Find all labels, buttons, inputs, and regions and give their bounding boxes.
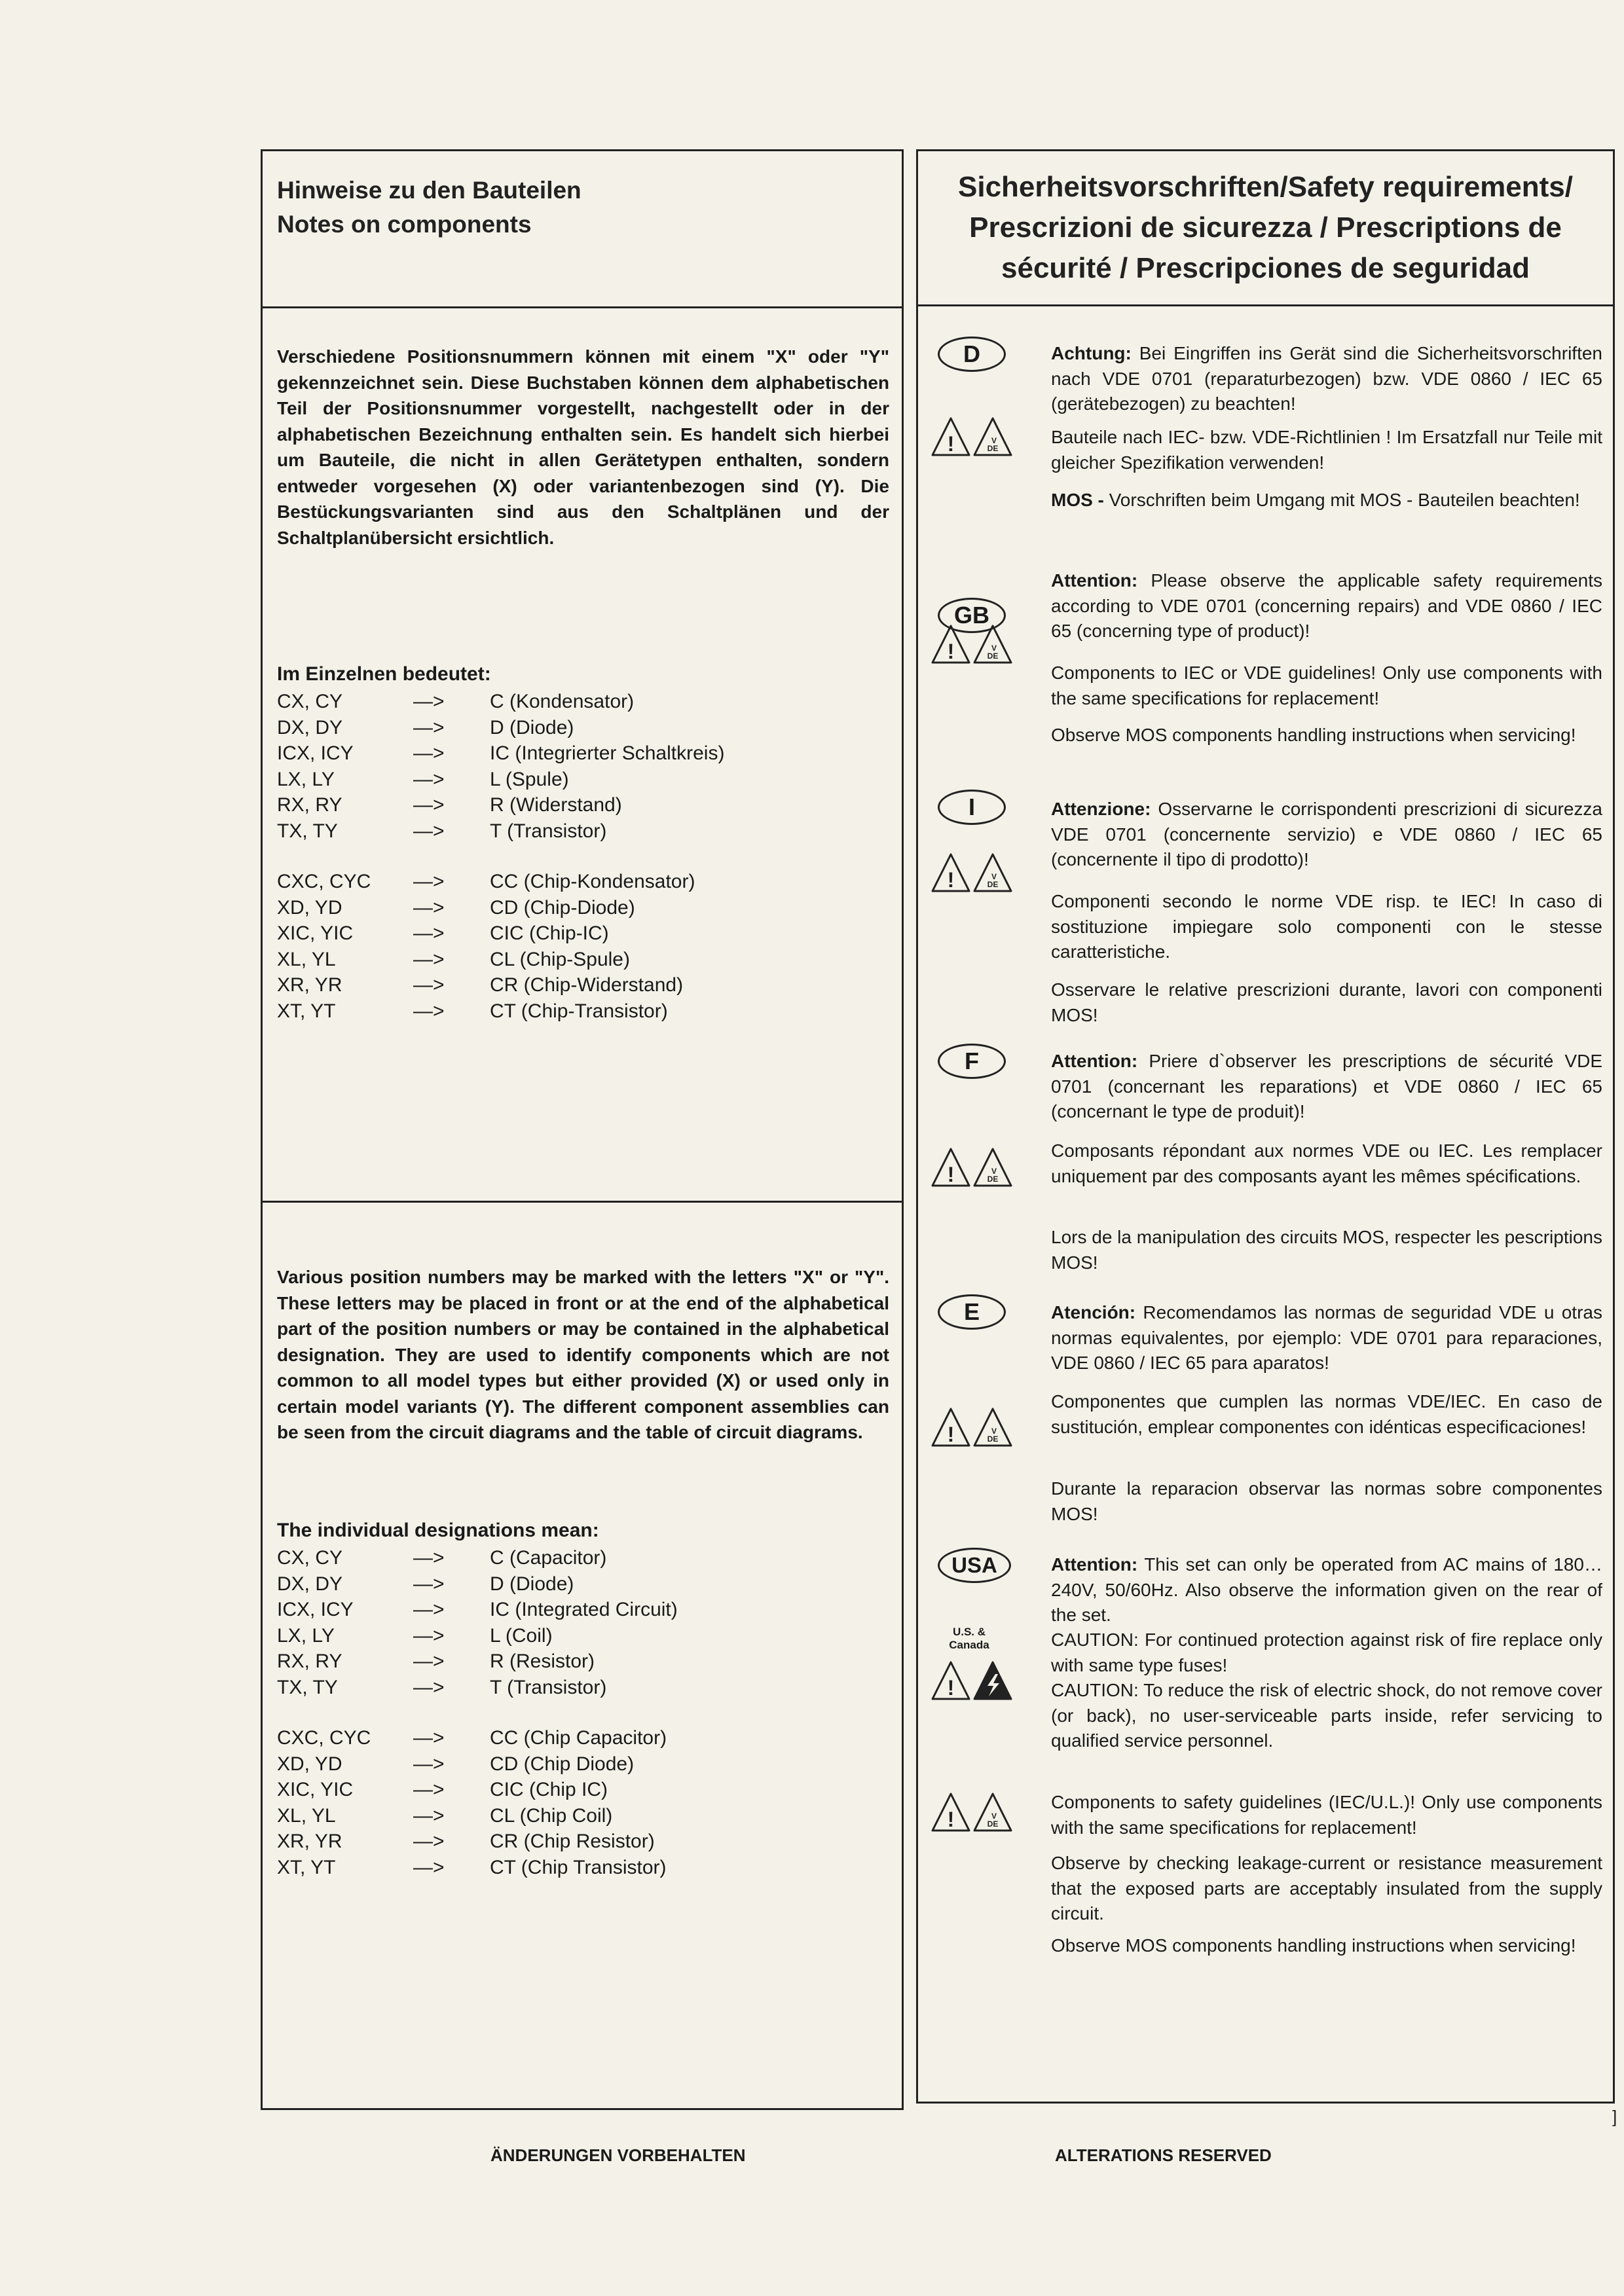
designation-meaning: L (Spule)	[490, 768, 569, 790]
designation-code: TX, TY	[277, 820, 338, 842]
designation-row	[277, 920, 893, 947]
safety-title	[918, 167, 1613, 289]
designation-meaning: T (Transistor)	[490, 1676, 607, 1698]
electric-shock-icon	[974, 1662, 1011, 1699]
designation-arrow: —>	[413, 871, 445, 892]
designation-row	[277, 869, 893, 895]
designation-arrow: —>	[413, 820, 445, 842]
safety-text-f-components: Composants répondant aux normes VDE ou IEC. Les remplacer uniquement par des composants ayant les mêmes spécifications.	[1051, 1140, 1602, 1186]
designation-code: XD, YD	[277, 1753, 342, 1775]
designation-meaning: IC (Integrated Circuit)	[490, 1599, 678, 1620]
safety-text-i-components: Componenti secondo le norme VDE risp. te IEC! In caso di sostituzione impiegare solo componenti con le stesse caratteristiche.	[1051, 891, 1602, 962]
designation-meaning: CC (Chip Capacitor)	[490, 1727, 667, 1749]
en-designation-list	[277, 1545, 893, 1880]
designation-meaning: T (Transistor)	[490, 820, 607, 842]
designation-row	[277, 1571, 893, 1597]
designation-arrow: —>	[413, 1573, 445, 1595]
warning-vde-icons	[930, 852, 1015, 894]
vde-triangle-icon	[974, 1409, 1011, 1446]
safety-text-d-attention: Achtung: Bei Eingriffen ins Gerät sind die Sicherheitsvorschriften nach VDE 0701 (reparaturbezogen) bzw. VDE 0860 / IEC 65 (gerätebezogen) zu beachten!	[1051, 343, 1602, 414]
designation-meaning: CD (Chip-Diode)	[490, 896, 635, 919]
designation-meaning: CIC (Chip-IC)	[490, 922, 609, 944]
divider	[918, 304, 1613, 306]
de-paragraph: Verschiedene Positionsnummern können mit einem "X" oder "Y" gekennzeichnet sein. Diese Buchstaben können dem alphabetischen Teil der Positionsnummer vorgestellt, nachgestellt oder in der alphabetischen Bezeichnung enthalten sein. Es handelt sich hierbei um Bauteile, die nicht in allen Gerätetypen enthalten, sondern entweder vorgesehen (X) oder variantenbezogen sind (Y). Die Bestückungsvarianten sind aus den Schaltplänen und der Schaltplanübersicht ersichtlich.	[277, 346, 889, 548]
designation-row	[277, 1545, 893, 1571]
country-badge-e: E	[938, 1294, 1006, 1330]
svg-text:DE: DE	[987, 880, 999, 889]
designation-meaning: D (Diode)	[490, 1573, 574, 1595]
designation-code: ICX, ICY	[277, 742, 354, 764]
warning-triangle-icon	[932, 1409, 969, 1446]
designation-meaning: CIC (Chip IC)	[490, 1779, 608, 1800]
svg-text:DE: DE	[987, 1175, 999, 1184]
designation-row	[277, 1829, 893, 1855]
designation-code: RX, RY	[277, 794, 342, 816]
designation-row	[277, 1777, 893, 1803]
region-label-line: Canada	[949, 1639, 989, 1651]
svg-text:DE: DE	[987, 1434, 999, 1444]
safety-text-gb-attention: Attention: Please observe the applicable safety requirements according to VDE 0701 (concerning repairs) and VDE 0860 / IEC 65 (concerning type of product)!	[1051, 570, 1602, 641]
designation-arrow: —>	[413, 1804, 445, 1827]
safety-text-f-mos: Lors de la manipulation des circuits MOS, respecter les pescriptions MOS!	[1051, 1227, 1602, 1273]
country-badge-gb: GB	[938, 598, 1006, 633]
designation-arrow: —>	[413, 922, 445, 944]
safety-text-e-mos: Durante la reparacion observar las normas sobre componentes MOS!	[1051, 1478, 1602, 1524]
designation-meaning: CD (Chip Diode)	[490, 1753, 635, 1775]
designation-meaning: L (Coil)	[490, 1624, 553, 1647]
safety-requirements-panel	[916, 149, 1615, 2104]
designation-code: XIC, YIC	[277, 922, 354, 944]
safety-text-usa-attention: Attention: This set can only be operated from AC mains of 180…240V, 50/60Hz. Also observe the information given on the rear of the set.	[1051, 1554, 1602, 1625]
safety-text-usa-mos: Observe MOS components handling instructions when servicing!	[1051, 1935, 1576, 1956]
svg-text:V: V	[991, 872, 997, 881]
designation-code: XT, YT	[277, 1000, 336, 1022]
safety-title-line: sécurité / Prescripciones de seguridad	[1001, 252, 1530, 284]
designation-code: LX, LY	[277, 768, 335, 790]
warning-triangle-icon	[932, 854, 969, 892]
designation-meaning: CT (Chip Transistor)	[490, 1856, 667, 1878]
svg-text:V: V	[991, 1167, 997, 1176]
warning-vde-icons	[930, 1406, 1015, 1448]
designation-arrow: —>	[413, 896, 445, 919]
designation-code: XT, YT	[277, 1856, 336, 1878]
edge-mark: ]	[1612, 2107, 1617, 2126]
designation-arrow: —>	[413, 691, 445, 712]
designation-code: TX, TY	[277, 1676, 338, 1698]
designation-code: DX, DY	[277, 716, 343, 738]
designation-row	[277, 1597, 893, 1623]
designation-row	[277, 740, 893, 767]
title-en: Notes on components	[277, 211, 532, 238]
vde-triangle-icon	[974, 418, 1011, 455]
safety-text-gb-mos: Observe MOS components handling instructions when servicing!	[1051, 725, 1576, 745]
safety-text-usa-leakage: Observe by checking leakage-current or resistance measurement that the exposed parts are acceptably insulated from the supply circuit.	[1051, 1853, 1602, 1923]
designation-arrow: —>	[413, 1727, 445, 1749]
designation-meaning: CC (Chip-Kondensator)	[490, 871, 695, 892]
safety-text-usa-components: Components to safety guidelines (IEC/U.L.)! Only use components with the same specifications for replacement!	[1051, 1792, 1602, 1838]
designation-code: XL, YL	[277, 1804, 336, 1827]
designation-meaning: C (Capacitor)	[490, 1547, 607, 1569]
designation-arrow: —>	[413, 1547, 445, 1569]
designation-code: XIC, YIC	[277, 1779, 354, 1800]
warning-triangle-icon	[932, 418, 969, 456]
country-badge-f: F	[938, 1044, 1006, 1079]
designation-arrow: —>	[413, 794, 445, 816]
safety-text-usa-fire: CAUTION: For continued protection against risk of fire replace only with same type fuses!	[1051, 1630, 1602, 1675]
designation-arrow: —>	[413, 1599, 445, 1620]
svg-text:!: !	[947, 1676, 955, 1700]
warning-triangle-icon	[932, 1662, 969, 1700]
designation-meaning: CR (Chip Resistor)	[490, 1831, 655, 1852]
warning-vde-icons	[930, 1791, 1015, 1833]
region-label-line: U.S. &	[952, 1626, 986, 1638]
safety-text-d-components: Bauteile nach IEC- bzw. VDE-Richtlinien ! Im Ersatzfall nur Teile mit gleicher Spezifikation verwenden!	[1051, 427, 1602, 473]
de-designation-list	[277, 689, 893, 1024]
safety-text-d-mos: MOS - Vorschriften beim Umgang mit MOS - Bauteilen beachten!	[1051, 490, 1580, 510]
svg-text:DE: DE	[987, 444, 999, 453]
designation-row	[277, 947, 893, 973]
designation-arrow: —>	[413, 974, 445, 996]
designation-meaning: CL (Chip Coil)	[490, 1804, 613, 1827]
designation-row	[277, 1623, 893, 1649]
svg-text:V: V	[991, 1812, 997, 1821]
warning-vde-icons	[930, 1146, 1015, 1188]
designation-row	[277, 972, 893, 998]
vde-triangle-icon	[974, 1149, 1011, 1186]
designation-code: XL, YL	[277, 948, 336, 970]
designation-row	[277, 1751, 893, 1777]
designation-code: CXC, CYC	[277, 1727, 371, 1749]
en-paragraph: Various position numbers may be marked with the letters "X" or "Y". These letters may be placed in front or at the end of the alphabetical part of the position numbers or may be contained in the alphabetical designation. They are used to identify components which are not common to all model types but either provided (X) or used only in certain model variants (Y). The different component assemblies can be seen from the circuit diagrams and the table of circuit diagrams.	[277, 1267, 889, 1442]
safety-text-e-attention: Atención: Recomendamos las normas de seguridad VDE u otras normas equivalentes, por ejemplo: VDE 0701 para reparaciones, VDE 0860 / IEC 65 para aparatos!	[1051, 1302, 1602, 1373]
warning-vde-icons	[930, 416, 1015, 458]
designation-row	[277, 792, 893, 818]
designation-meaning: IC (Integrierter Schaltkreis)	[490, 742, 725, 764]
vde-triangle-icon	[974, 1794, 1011, 1831]
svg-text:!: !	[947, 640, 955, 663]
designation-meaning: CR (Chip-Widerstand)	[490, 974, 684, 996]
designation-meaning: C (Kondensator)	[490, 691, 635, 712]
divider	[263, 306, 902, 308]
designation-arrow: —>	[413, 1676, 445, 1698]
svg-text:!: !	[947, 1423, 955, 1446]
designation-row	[277, 1649, 893, 1675]
designation-arrow: —>	[413, 716, 445, 738]
svg-text:!: !	[947, 432, 955, 456]
title-de: Hinweise zu den Bauteilen	[277, 177, 581, 204]
designation-code: CXC, CYC	[277, 871, 371, 892]
safety-text-i-attention: Attenzione: Osservarne le corrispondenti prescrizioni di sicurezza VDE 0701 (concernente servizio) e VDE 0860 / IEC 65 (concernente il tipo di prodotto)!	[1051, 799, 1602, 869]
safety-text-e-components: Componentes que cumplen las normas VDE/IEC. En caso de sustitución, emplear componentes con idénticas especificaciones!	[1051, 1391, 1602, 1437]
divider	[263, 1201, 902, 1203]
designation-arrow: —>	[413, 1000, 445, 1022]
designation-meaning: R (Widerstand)	[490, 794, 622, 816]
designation-row	[277, 818, 893, 845]
designation-row	[277, 1803, 893, 1829]
svg-text:V: V	[991, 436, 997, 445]
safety-text-i-mos: Osservare le relative prescrizioni durante, lavori con componenti MOS!	[1051, 979, 1602, 1025]
vde-triangle-icon	[974, 854, 1011, 891]
designation-row	[277, 715, 893, 741]
warning-shock-icons	[930, 1660, 1015, 1702]
region-label-us-canada	[943, 1626, 995, 1652]
safety-text-usa-shock: CAUTION: To reduce the risk of electric shock, do not remove cover (or back), no user-serviceable parts inside, refer servicing to qualified service personnel.	[1051, 1680, 1602, 1751]
safety-title-line: Prescrizioni de sicurezza / Prescriptions de	[969, 211, 1562, 244]
footer-alterations-en: ALTERATIONS RESERVED	[1055, 2145, 1272, 2165]
footer-alterations-de: ÄNDERUNGEN VORBEHALTEN	[490, 2145, 746, 2165]
designation-code: RX, RY	[277, 1650, 342, 1672]
designation-row	[277, 998, 893, 1025]
country-badge-usa: USA	[938, 1548, 1011, 1583]
svg-text:!: !	[947, 1163, 955, 1186]
designation-arrow: —>	[413, 1650, 445, 1672]
designation-arrow: —>	[413, 1753, 445, 1775]
designation-code: CX, CY	[277, 1547, 343, 1569]
svg-text:DE: DE	[987, 651, 999, 661]
country-badge-d: D	[938, 337, 1006, 372]
safety-title-line: Sicherheitsvorschriften/Safety requirements/	[958, 171, 1573, 203]
designation-meaning: CT (Chip-Transistor)	[490, 1000, 668, 1022]
designation-code: LX, LY	[277, 1624, 335, 1647]
designation-arrow: —>	[413, 1779, 445, 1800]
warning-triangle-icon	[932, 626, 969, 663]
components-notes-panel	[261, 149, 904, 2110]
svg-text:DE: DE	[987, 1819, 999, 1829]
safety-text-gb-components: Components to IEC or VDE guidelines! Only use components with the same specifications for replacement!	[1051, 663, 1602, 708]
warning-vde-icons	[930, 623, 1015, 665]
svg-text:!: !	[947, 1808, 955, 1831]
designation-arrow: —>	[413, 1624, 445, 1647]
designation-meaning: D (Diode)	[490, 716, 574, 738]
designation-row	[277, 767, 893, 793]
designation-code: XR, YR	[277, 974, 342, 996]
designation-code: ICX, ICY	[277, 1599, 354, 1620]
country-badge-i: I	[938, 790, 1006, 825]
designation-row	[277, 895, 893, 921]
de-list-heading: Im Einzelnen bedeutet:	[277, 663, 491, 685]
designation-arrow: —>	[413, 1856, 445, 1878]
components-notes-title	[277, 173, 581, 242]
designation-code: XD, YD	[277, 896, 342, 919]
safety-text-f-attention: Attention: Priere d`observer les prescriptions de sécurité VDE 0701 (concernant les reparations) et VDE 0860 / IEC 65 (concernant le type de produit)!	[1051, 1051, 1602, 1121]
designation-arrow: —>	[413, 948, 445, 970]
designation-row	[277, 1675, 893, 1701]
warning-triangle-icon	[932, 1149, 969, 1186]
vde-triangle-icon	[974, 626, 1011, 663]
designation-row	[277, 1855, 893, 1881]
designation-arrow: —>	[413, 742, 445, 764]
en-list-heading: The individual designations mean:	[277, 1520, 599, 1541]
designation-arrow: —>	[413, 768, 445, 790]
designation-code: CX, CY	[277, 691, 343, 712]
designation-row	[277, 1725, 893, 1751]
warning-triangle-icon	[932, 1794, 969, 1831]
designation-arrow: —>	[413, 1831, 445, 1852]
svg-text:V: V	[991, 1427, 997, 1436]
designation-meaning: R (Resistor)	[490, 1650, 595, 1672]
designation-code: XR, YR	[277, 1831, 342, 1852]
svg-text:!: !	[947, 868, 955, 892]
svg-text:V: V	[991, 644, 997, 653]
designation-code: DX, DY	[277, 1573, 343, 1595]
designation-meaning: CL (Chip-Spule)	[490, 948, 630, 970]
designation-row	[277, 689, 893, 715]
